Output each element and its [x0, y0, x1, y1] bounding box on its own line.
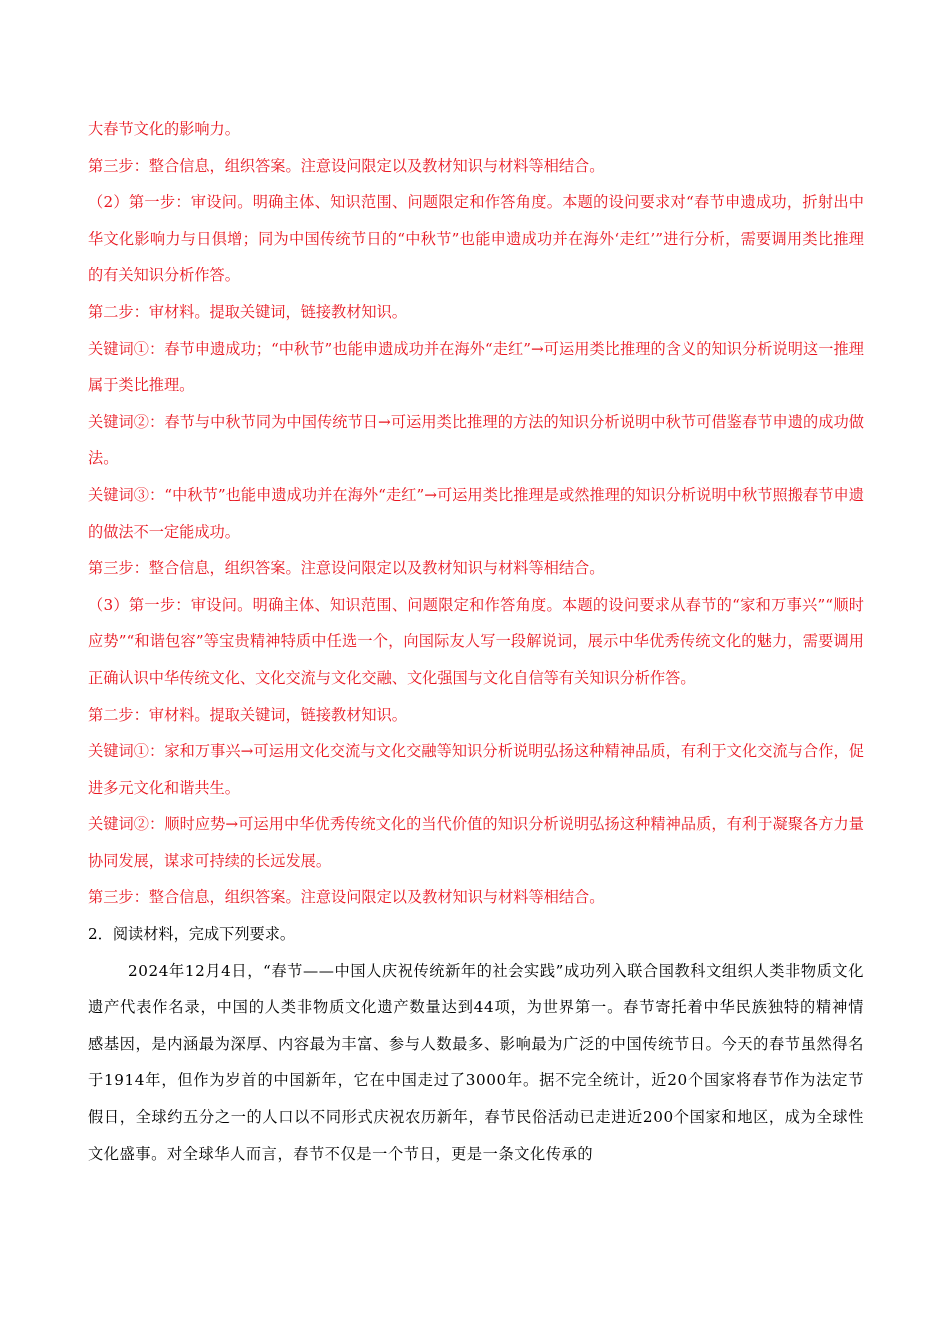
analysis-q3-keyword-2: 关键词②：顺时应势→可运用中华优秀传统文化的当代价值的知识分析说明弘扬这种精神品质，有利于凝聚各方力量协同发展，谋求可持续的长远发展。 [88, 815, 864, 870]
analysis-q2-step3: 第三步：整合信息，组织答案。注意设问限定以及教材知识与材料等相结合。 [88, 559, 605, 578]
analysis-line-1: 大春节文化的影响力。 [88, 120, 240, 138]
analysis-step3-q1: 第三步：整合信息，组织答案。注意设问限定以及教材知识与材料等相结合。 [88, 156, 605, 175]
question-2-heading: 2．阅读材料，完成下列要求。 [88, 925, 296, 944]
analysis-q2-keyword-1: 关键词①：春节申遗成功；“中秋节”也能申遗成功并在海外“走红”→可运用类比推理的含义的知识分析说明这一推理属于类比推理。 [88, 339, 864, 395]
document-body [88, 111, 864, 1172]
analysis-q2-step2: 第二步：审材料。提取关键词，链接教材知识。 [88, 302, 407, 321]
question-2-material: 2024年12月4日，“春节——中国人庆祝传统新年的社会实践”成功列入联合国教科文组织人类非物质文化遗产代表作名录，中国的人类非物质文化遗产数量达到44项，为世界第一。春节寄托着中华民族独特的精神情感基因，是内涵最为深厚、内容最为丰富、参与人数最多、影响最为广泛的中国传统节日。今天的春节虽然得名于1914年，但作为岁首的中国新年，它在中国走过了3000年。据不完全统计，近20个国家将春节作为法定节假日，全球约五分之一的人口以不同形式庆祝农历新年，春节民俗活动已走进近200个国家和地区，成为全球性文化盛事。对全球华人而言，春节不仅是一个节日，更是一条文化传承的 [88, 961, 864, 1163]
analysis-q2-step1: （2）第一步：审设问。明确主体、知识范围、问题限定和作答角度。本题的设问要求对“春节申遗成功，折射出中华文化影响力与日俱增；同为中国传统节日的“中秋节”也能申遗成功并在海外‘走红’”进行分析，需要调用类比推理的有关知识分析作答。 [88, 193, 864, 285]
analysis-q3-step1: （3）第一步：审设问。明确主体、知识范围、问题限定和作答角度。本题的设问要求从春节的“家和万事兴”“顺时应势”“和谐包容”等宝贵精神特质中任选一个，向国际友人写一段解说词，展示中华优秀传统文化的魅力，需要调用正确认识中华传统文化、文化交流与文化交融、文化强国与文化自信等有关知识分析作答。 [88, 595, 864, 687]
analysis-q3-step3: 第三步：整合信息，组织答案。注意设问限定以及教材知识与材料等相结合。 [88, 888, 605, 907]
analysis-q3-keyword-1: 关键词①：家和万事兴→可运用文化交流与文化交融等知识分析说明弘扬这种精神品质，有利于文化交流与合作，促进多元文化和谐共生。 [88, 742, 864, 797]
analysis-q3-step2: 第二步：审材料。提取关键词，链接教材知识。 [88, 705, 407, 724]
analysis-q2-keyword-3: 关键词③：“中秋节”也能申遗成功并在海外“走红”→可运用类比推理是或然推理的知识分析说明中秋节照搬春节申遗的做法不一定能成功。 [88, 485, 864, 541]
analysis-q2-keyword-2: 关键词②：春节与中秋节同为中国传统节日→可运用类比推理的方法的知识分析说明中秋节可借鉴春节申遗的成功做法。 [88, 412, 864, 468]
